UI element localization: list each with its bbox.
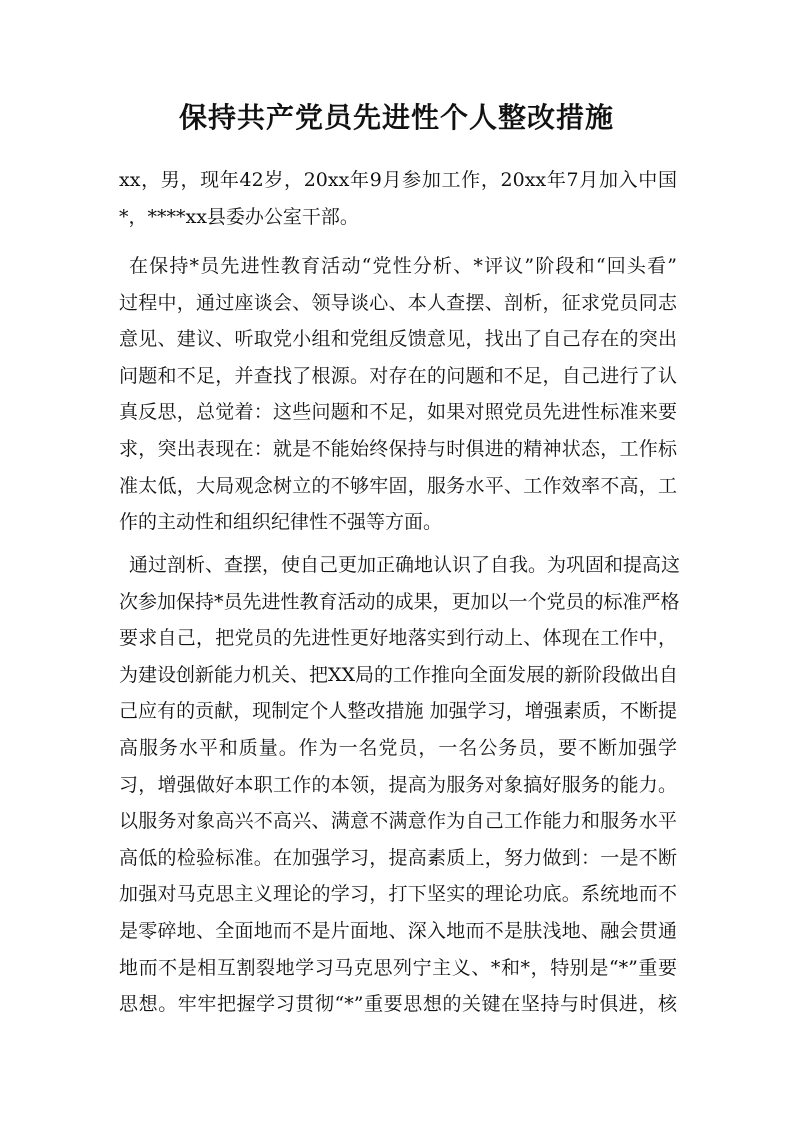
text-line: 求，突出表现在：就是不能始终保持与时俱进的精神状态，工作标: [119, 437, 677, 460]
text-line: 以服务对象高兴不高兴、满意不满意作为自己工作能力和服务水平: [119, 810, 677, 833]
text-line: 加强对马克思主义理论的学习，打下坚实的理论功底。系统地而不: [119, 883, 677, 906]
text-line: 意见、建议、听取党小组和党组反馈意见，找出了自己存在的突出: [119, 328, 677, 351]
text-line: 次参加保持*员先进性教育活动的成果，更加以一个党员的标准严格: [119, 590, 680, 613]
text-line: 过程中，通过座谈会、领导谈心、本人查摆、剖析，征求党员同志: [119, 291, 677, 314]
text-line: 高服务水平和质量。作为一名党员，一名公务员，要不断加强学: [119, 736, 677, 759]
text-line: 要求自己，把党员的先进性更好地落实到行动上、体现在工作中，: [119, 627, 677, 650]
text-line: 习，增强做好本职工作的本领，提高为服务对象搞好服务的能力。: [119, 773, 677, 796]
text-line: 通过剖析、查摆，使自己更加正确地认识了自我。为巩固和提高这: [129, 554, 681, 576]
text-line: 是零碎地、全面地而不是片面地、深入地而不是肤浅地、融会贯通: [119, 919, 677, 942]
text-line: 作的主动性和组织纪律性不强等方面。: [119, 511, 443, 534]
text-line: xx，男，现年42岁，20xx年9月参加工作，20xx年7月加入中国: [119, 169, 677, 191]
document-title: 保持共产党员先进性个人整改措施: [178, 101, 614, 134]
text-line: 在保持*员先进性教育活动“党性分析、*评议”阶段和“回头看”: [129, 255, 677, 277]
text-line: 地而不是相互割裂地学习马克思列宁主义、*和*，特别是“*”重要: [119, 956, 677, 979]
text-line: 真反思，总觉着：这些问题和不足，如果对照党员先进性标准来要: [119, 401, 677, 424]
text-line: 准太低，大局观念树立的不够牢固，服务水平、工作效率不高，工: [119, 474, 677, 497]
paragraph-self-analysis: [119, 248, 677, 541]
paragraph-intro: [119, 162, 677, 235]
text-line: *，****xx县委办公室干部。: [119, 205, 359, 228]
text-line: 己应有的贡献，现制定个人整改措施 加强学习，增强素质，不断提: [119, 700, 677, 723]
paragraph-rectification-measures: [119, 547, 681, 1023]
text-line: 为建设创新能力机关、把XX局的工作推向全面发展的新阶段做出自: [119, 663, 679, 686]
text-line: 高低的检验标准。在加强学习，提高素质上，努力做到：一是不断: [119, 846, 677, 869]
text-line: 思想。牢牢把握学习贯彻“*”重要思想的关键在坚持与时俱进，核: [119, 993, 677, 1016]
text-line: 问题和不足，并查找了根源。对存在的问题和不足，自己进行了认: [119, 364, 677, 387]
